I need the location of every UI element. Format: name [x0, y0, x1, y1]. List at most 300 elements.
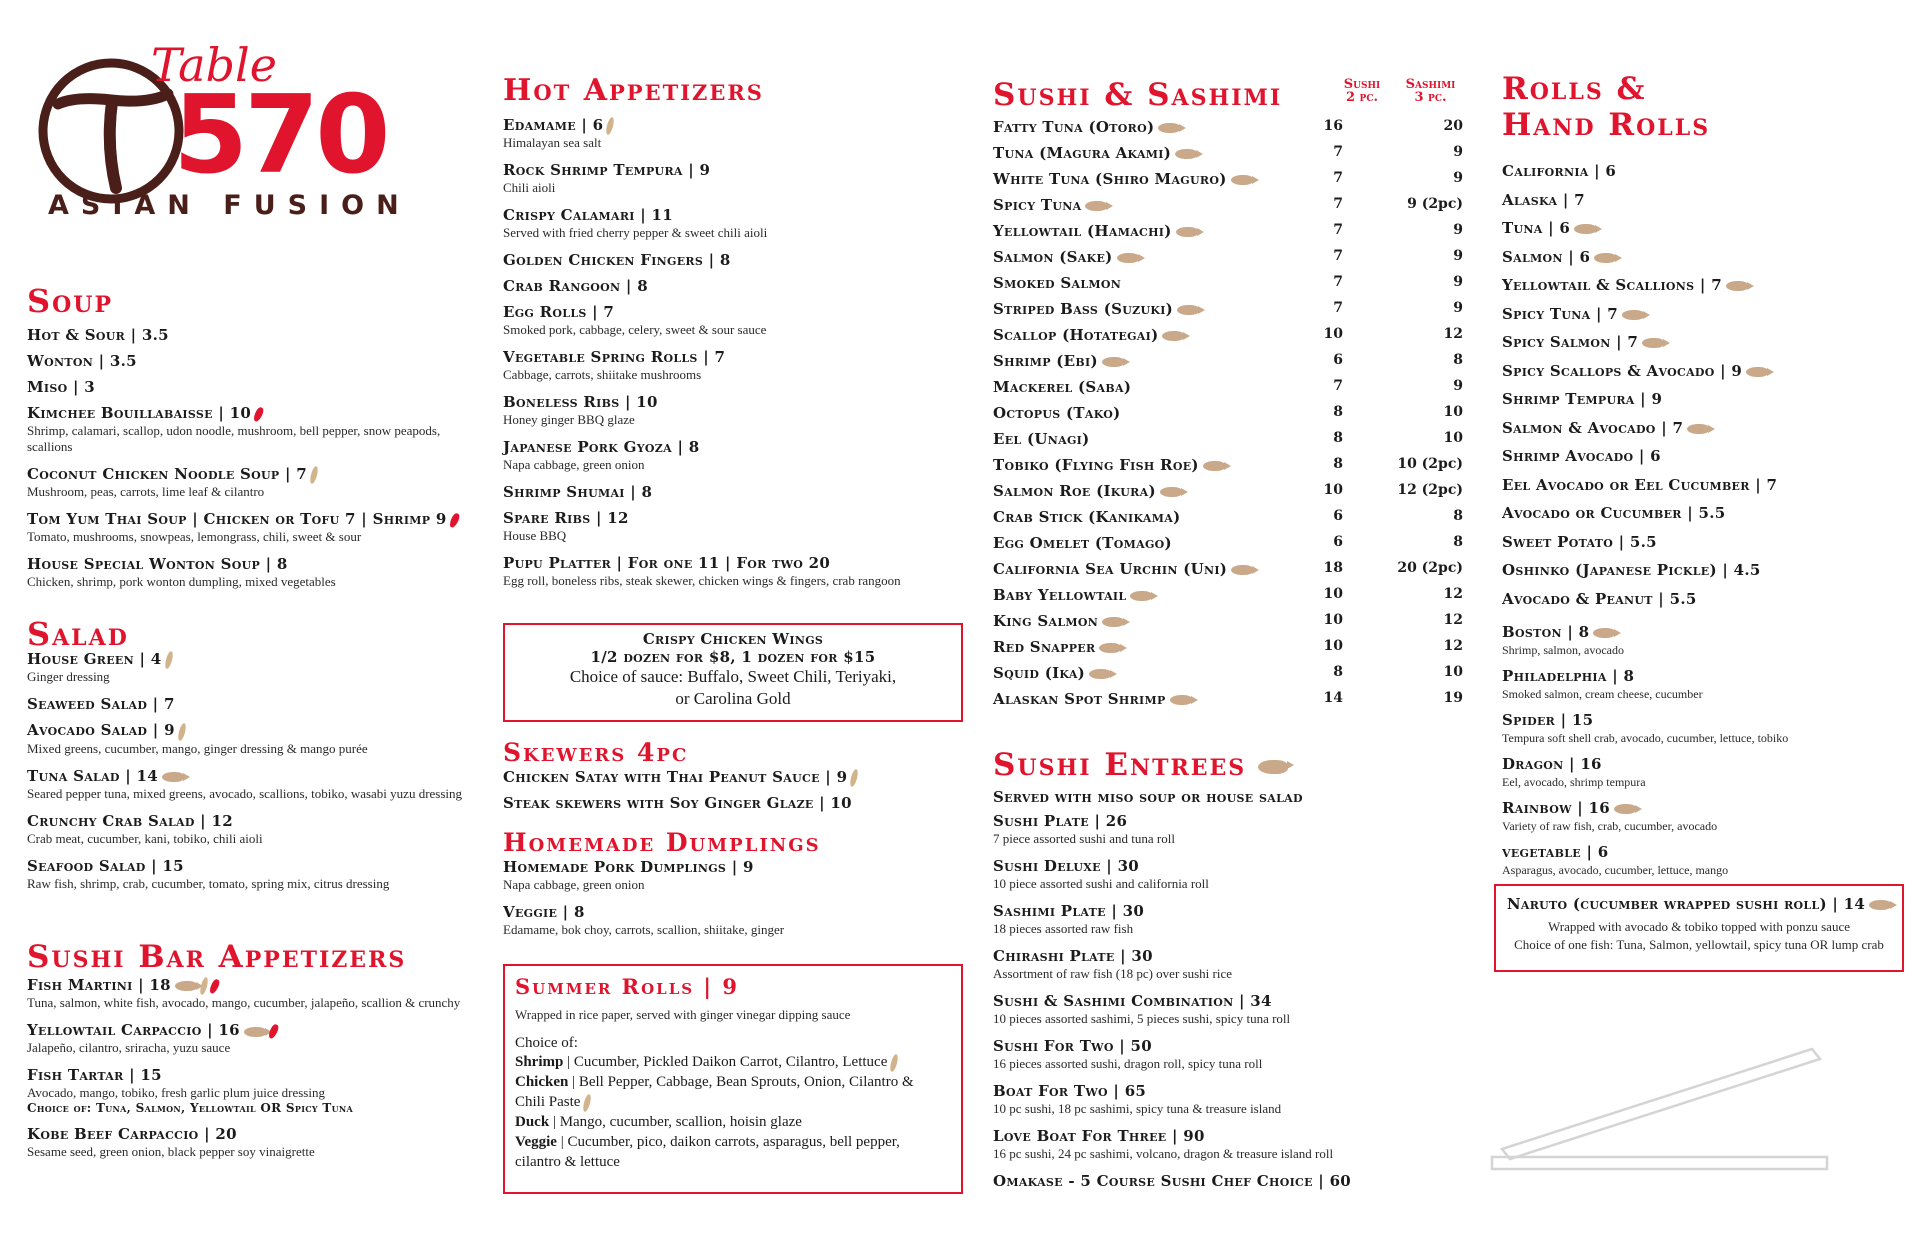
summer-rolls-subtitle: Wrapped in rice paper, served with ginger vinegar dipping sauce — [515, 1007, 851, 1022]
menu-item-name: Kobe Beef Carpaccio | 20 — [27, 1125, 237, 1144]
summer-rolls-options — [515, 1052, 935, 1172]
rolls-simple-list — [1502, 162, 1892, 618]
sushi-sashimi-row — [993, 222, 1463, 248]
roll-name: California | 6 — [1502, 162, 1617, 180]
roll-description: Shrimp, salmon, avocado — [1502, 643, 1624, 657]
wheat-icon — [605, 117, 615, 136]
fish-icon — [1158, 123, 1180, 133]
menu-item — [993, 857, 1463, 892]
naruto-title — [1496, 895, 1902, 913]
fish-icon — [1687, 424, 1709, 434]
sushi-sashimi-row — [993, 456, 1463, 482]
fish-icon — [1085, 201, 1107, 211]
menu-item — [27, 326, 467, 345]
menu-item — [503, 277, 943, 296]
roll-item — [1502, 590, 1892, 619]
roll-name: Rainbow | 16 — [1502, 799, 1611, 817]
fish-icon — [1089, 669, 1111, 679]
roll-name: Yellowtail & Scallions | 7 — [1502, 276, 1722, 294]
salad-list — [27, 650, 467, 902]
summer-roll-option — [515, 1072, 935, 1112]
fish-icon — [1231, 565, 1253, 575]
sashimi-price: 10 (2pc) — [1397, 456, 1463, 472]
menu-item-description: Tuna, salmon, white fish, avocado, mango, cucumber, jalapeño, scallion & crunchy — [27, 995, 461, 1011]
sushi-sashimi-row — [993, 144, 1463, 170]
fish-icon — [1594, 253, 1616, 263]
summer-rolls-box — [503, 964, 963, 1194]
sushi-header-label: Sushi — [1343, 77, 1381, 92]
menu-item-name: Tom Yum Thai Soup | Chicken or Tofu 7 | Shrimp 9 — [27, 510, 447, 529]
fish-icon — [1099, 643, 1121, 653]
summer-roll-option-desc: | Cucumber, pico, daikon carrots, asparagus, bell pepper, cilantro & lettuce — [515, 1134, 900, 1170]
sushi-sashimi-row — [993, 274, 1463, 300]
fish-name: King Salmon — [993, 612, 1124, 630]
hot-appetizers-title: Hot Appetizers — [503, 73, 764, 108]
menu-item-name: Spare Ribs | 12 — [503, 509, 629, 528]
menu-item-description: Sesame seed, green onion, black pepper soy vinaigrette — [27, 1144, 315, 1160]
menu-item — [503, 858, 943, 893]
sushi-price: 7 — [1333, 248, 1343, 264]
sushi-price: 6 — [1333, 534, 1343, 550]
menu-item-description: Seared pepper tuna, mixed greens, avocado, scallions, tobiko, wasabi yuzu dressing — [27, 785, 463, 801]
menu-item-name: Yellowtail Carpaccio | 16 — [27, 1021, 240, 1040]
sushi-header-sub: 2 pc. — [1345, 90, 1379, 105]
fish-name: Fatty Tuna (Otoro) — [993, 118, 1180, 136]
sushi-price: 7 — [1333, 170, 1343, 186]
menu-item-name: Avocado Salad | 9 — [27, 721, 175, 740]
menu-item-description: Assortment of raw fish (18 pc) over sushi rice — [993, 966, 1232, 981]
sashimi-price: 10 — [1443, 664, 1463, 680]
menu-item — [27, 465, 467, 500]
menu-item-description: 18 pieces assorted raw fish — [993, 921, 1134, 936]
menu-item — [27, 857, 467, 892]
chopsticks-illustration — [1482, 1045, 1842, 1185]
fish-name: Smoked Salmon — [993, 274, 1122, 292]
sashimi-price: 8 — [1453, 534, 1463, 550]
menu-item-name: Egg Rolls | 7 — [503, 303, 615, 322]
summer-roll-option — [515, 1132, 935, 1172]
salad-title: Salad — [27, 615, 129, 653]
roll-description: Eel, avocado, shrimp tempura — [1502, 775, 1646, 789]
fish-icon — [1130, 591, 1152, 601]
menu-item-name: Vegetable Spring Rolls | 7 — [503, 348, 726, 367]
sushi-sashimi-row — [993, 482, 1463, 508]
sashimi-price: 12 — [1443, 612, 1463, 628]
menu-item-description: Napa cabbage, green onion — [503, 457, 645, 473]
wings-title: Crispy Chicken Wings — [642, 630, 824, 648]
menu-item-description: 10 piece assorted sushi and california roll — [993, 876, 1209, 891]
rolls-title-line-1: Rolls & — [1502, 71, 1647, 107]
menu-item-name: Tuna Salad | 14 — [27, 766, 159, 785]
roll-description: Smoked salmon, cream cheese, cucumber — [1502, 687, 1703, 701]
sushi-sashimi-row — [993, 118, 1463, 144]
sushi-sashimi-table — [993, 118, 1463, 718]
fish-icon — [1746, 367, 1768, 377]
chili-pepper-icon — [267, 1023, 280, 1040]
fish-name: Scallop (Hotategai) — [993, 326, 1184, 344]
sushi-sashimi-row — [993, 638, 1463, 664]
fish-name: Alaskan Spot Shrimp — [993, 690, 1192, 708]
fish-name: Squid (Ika) — [993, 664, 1111, 682]
menu-item — [503, 206, 943, 241]
menu-item-name: Seafood Salad | 15 — [27, 856, 184, 875]
fish-icon — [1642, 338, 1664, 348]
fish-name: Egg Omelet (Tomago) — [993, 534, 1172, 552]
sushi-sashimi-row — [993, 508, 1463, 534]
rolls-special-list — [1502, 623, 1892, 887]
sushi-sashimi-row — [993, 378, 1463, 404]
roll-item — [1502, 419, 1892, 448]
fish-icon — [1574, 224, 1596, 234]
roll-name: Avocado or Cucumber | 5.5 — [1502, 504, 1726, 522]
menu-item — [27, 721, 467, 756]
menu-item-name: Homemade Pork Dumplings | 9 — [503, 858, 754, 876]
menu-item-name: Wonton | 3.5 — [27, 352, 137, 370]
roll-name: Spicy Tuna | 7 — [1502, 304, 1618, 323]
menu-item-description: Crab meat, cucumber, kani, tobiko, chili aioli — [27, 830, 263, 846]
roll-item — [1502, 504, 1892, 533]
sushi-column-header — [1337, 78, 1387, 104]
wheat-icon — [199, 977, 209, 996]
logo — [28, 38, 438, 228]
fish-name: Baby Yellowtail — [993, 586, 1152, 604]
roll-description: Tempura soft shell crab, avocado, cucumber, lettuce, tobiko — [1502, 731, 1789, 745]
sashimi-price: 12 — [1443, 586, 1463, 602]
fish-icon — [1176, 227, 1198, 237]
roll-name: Shrimp Avocado | 6 — [1502, 447, 1661, 465]
menu-item — [993, 1127, 1463, 1162]
wheat-icon — [849, 769, 859, 788]
menu-item — [27, 695, 467, 714]
menu-item — [503, 348, 943, 383]
fish-icon — [1102, 357, 1124, 367]
logo-script: Table — [151, 38, 277, 92]
roll-name: Spider | 15 — [1502, 711, 1594, 729]
sushi-sashimi-row — [993, 352, 1463, 378]
sashimi-price: 9 — [1453, 248, 1463, 264]
menu-item-description: Served with fried cherry pepper & sweet chili aioli — [503, 225, 768, 241]
roll-item — [1502, 447, 1892, 476]
sushi-price: 10 — [1323, 482, 1343, 498]
sushi-sashimi-row — [993, 170, 1463, 196]
menu-item-name: Edamame | 6 — [503, 116, 604, 134]
sashimi-price: 12 — [1443, 326, 1463, 342]
menu-item — [993, 1082, 1463, 1117]
fish-name: Eel (Unagi) — [993, 430, 1090, 448]
sashimi-header-sub: 3 pc. — [1414, 90, 1447, 105]
wings-sauce-line-2: or Carolina Gold — [675, 689, 791, 708]
roll-name: Spicy Salmon | 7 — [1502, 333, 1639, 351]
roll-item — [1502, 219, 1892, 248]
menu-item — [27, 767, 467, 802]
fish-name: Salmon Roe (Ikura) — [993, 482, 1182, 500]
chili-pepper-icon — [208, 978, 221, 995]
roll-item — [1502, 276, 1892, 305]
menu-item — [503, 794, 943, 813]
roll-name: Eel Avocado or Eel Cucumber | 7 — [1502, 475, 1778, 494]
special-roll-item — [1502, 843, 1892, 878]
sushi-entrees-title — [993, 747, 1288, 783]
sushi-price: 10 — [1323, 326, 1343, 342]
menu-item — [503, 438, 943, 473]
summer-roll-option-name: Veggie — [515, 1134, 557, 1150]
sushi-sashimi-row — [993, 664, 1463, 690]
roll-item — [1502, 362, 1892, 391]
sushi-entrees-subtitle: Served with miso soup or house salad — [993, 788, 1303, 806]
menu-item-name: Fish Martini | 18 — [27, 976, 171, 994]
roll-item — [1502, 162, 1892, 191]
special-roll-item — [1502, 623, 1892, 658]
menu-item — [503, 483, 943, 502]
sushi-price: 8 — [1333, 456, 1343, 472]
wings-sauce-line: Choice of sauce: Buffalo, Sweet Chili, Teriyaki, — [569, 667, 897, 686]
sushi-sashimi-row — [993, 586, 1463, 612]
roll-name: Tuna | 6 — [1502, 219, 1571, 237]
roll-name: Oshinko (Japanese Pickle) | 4.5 — [1502, 561, 1761, 579]
roll-name: Sweet Potato | 5.5 — [1502, 532, 1657, 551]
fish-name: Tobiko (Flying Fish Roe) — [993, 456, 1225, 474]
menu-item-name: Sushi Deluxe | 30 — [993, 857, 1140, 875]
menu-item-description: Honey ginger BBQ glaze — [503, 412, 635, 428]
roll-name: Salmon & Avocado | 7 — [1502, 418, 1684, 437]
menu-item — [27, 1021, 467, 1056]
roll-name: Avocado & Peanut | 5.5 — [1502, 589, 1697, 608]
menu-item-description: 16 pieces assorted sushi, dragon roll, spicy tuna roll — [993, 1056, 1263, 1071]
menu-item-name: Crunchy Crab Salad | 12 — [27, 811, 233, 830]
fish-name: Red Snapper — [993, 638, 1121, 656]
naruto-desc: Wrapped with avocado & tobiko topped with ponzu sauce — [1547, 919, 1850, 934]
sashimi-price: 9 — [1453, 274, 1463, 290]
menu-item — [27, 404, 467, 455]
summer-roll-option-desc: | Mango, cucumber, scallion, hoisin glaze — [549, 1114, 802, 1130]
menu-item-description: 7 piece assorted sushi and tuna roll — [993, 831, 1175, 846]
special-roll-item — [1502, 755, 1892, 790]
menu-item — [27, 812, 467, 847]
sushi-price: 16 — [1323, 118, 1343, 134]
fish-name: Mackerel (Saba) — [993, 378, 1132, 396]
fish-icon — [1160, 487, 1182, 497]
roll-name: Spicy Scallops & Avocado | 9 — [1502, 361, 1743, 380]
special-roll-item — [1502, 711, 1892, 746]
fish-name: Spicy Tuna — [993, 196, 1107, 214]
menu-item-description: Napa cabbage, green onion — [503, 877, 645, 892]
menu-item-description: Edamame, bok choy, carrots, scallion, shiitake, ginger — [503, 922, 785, 937]
menu-item-choice: Choice of: Tuna, Salmon, Yellowtail OR Spicy Tuna — [27, 1101, 354, 1116]
fish-icon — [1726, 281, 1748, 291]
menu-item-name: Crispy Calamari | 11 — [503, 206, 674, 225]
sushi-sashimi-row — [993, 196, 1463, 222]
sushi-sashimi-row — [993, 690, 1463, 716]
menu-item-description: 16 pc sushi, 24 pc sashimi, volcano, dragon & treasure island roll — [993, 1146, 1334, 1161]
sushi-price: 7 — [1333, 378, 1343, 394]
menu-item-name: Coconut Chicken Noodle Soup | 7 — [27, 465, 308, 483]
menu-item-name: House Green | 4 — [27, 650, 162, 668]
menu-item-name: Veggie | 8 — [503, 903, 585, 921]
sushi-price: 8 — [1333, 430, 1343, 446]
chili-pepper-icon — [448, 512, 461, 529]
sashimi-price: 9 — [1453, 378, 1463, 394]
menu-item-name: Sushi For Two | 50 — [993, 1037, 1152, 1055]
menu-item-description: Raw fish, shrimp, crab, cucumber, tomato, spring mix, citrus dressing — [27, 875, 390, 891]
sashimi-price: 9 — [1453, 300, 1463, 316]
summer-roll-option — [515, 1052, 935, 1072]
fish-icon — [1177, 305, 1199, 315]
menu-item — [503, 903, 943, 938]
roll-name: Alaska | 7 — [1502, 190, 1585, 209]
menu-item-description: Ginger dressing — [27, 669, 110, 685]
sashimi-price: 20 (2pc) — [1397, 560, 1463, 576]
naruto-box — [1494, 884, 1904, 972]
menu-item — [27, 378, 467, 397]
menu-item — [27, 650, 467, 685]
menu-item — [503, 251, 943, 270]
wings-box — [503, 623, 963, 722]
fish-name: White Tuna (Shiro Maguro) — [993, 170, 1253, 188]
sashimi-price: 8 — [1453, 352, 1463, 368]
menu-item-name: Pupu Platter | For one 11 | For two 20 — [503, 554, 831, 573]
sushi-sashimi-row — [993, 300, 1463, 326]
fish-icon — [1102, 617, 1124, 627]
menu-item-name: Miso | 3 — [27, 378, 96, 396]
menu-item-name: Crab Rangoon | 8 — [503, 277, 648, 296]
menu-item-description: Egg roll, boneless ribs, steak skewer, chicken wings & fingers, crab rangoon — [503, 573, 901, 589]
menu-item-description: Avocado, mango, tobiko, fresh garlic plum juice dressing — [27, 1085, 325, 1101]
menu-item — [27, 352, 467, 371]
menu-item — [503, 303, 943, 338]
sushi-entrees-title-text: Sushi Entrees — [993, 747, 1247, 783]
chili-pepper-icon — [252, 406, 265, 423]
fish-icon — [1258, 760, 1288, 774]
naruto-title-text: Naruto (cucumber wrapped sushi roll) | 14 — [1506, 895, 1866, 913]
roll-item — [1502, 533, 1892, 562]
special-roll-item — [1502, 799, 1892, 834]
menu-item-description: Mushroom, peas, carrots, lime leaf & cilantro — [27, 484, 265, 500]
roll-name: Dragon | 16 — [1502, 755, 1602, 773]
summer-rolls-title: Summer Rolls | 9 — [515, 974, 739, 999]
hot-appetizers-list — [503, 116, 943, 599]
sashimi-price: 9 — [1453, 144, 1463, 160]
menu-item — [503, 554, 943, 589]
menu-item — [27, 555, 467, 590]
sushi-price: 14 — [1323, 690, 1343, 706]
fish-icon — [1162, 331, 1184, 341]
fish-name: Striped Bass (Suzuki) — [993, 300, 1199, 318]
fish-icon — [1593, 628, 1615, 638]
sushi-sashimi-title: Sushi & Sashimi — [993, 77, 1283, 113]
menu-item — [993, 812, 1463, 847]
menu-item-name: Chirashi Plate | 30 — [993, 947, 1153, 965]
sushi-price: 10 — [1323, 612, 1343, 628]
skewers-list — [503, 768, 943, 820]
fish-name: California Sea Urchin (Uni) — [993, 560, 1253, 578]
menu-item — [993, 1037, 1463, 1072]
menu-item — [503, 509, 943, 544]
menu-item-description: Chicken, shrimp, pork wonton dumpling, mixed vegetables — [27, 574, 336, 590]
menu-item-name: Shrimp Shumai | 8 — [503, 483, 653, 502]
roll-name: Boston | 8 — [1502, 623, 1590, 641]
menu-item-name: Sushi Plate | 26 — [993, 812, 1128, 830]
menu-item-description: Mixed greens, cucumber, mango, ginger dressing & mango purée — [27, 740, 368, 756]
sashimi-price: 19 — [1443, 690, 1463, 706]
menu-item-name: Seaweed Salad | 7 — [27, 695, 175, 714]
menu-item-name: Omakase - 5 Course Sushi Chef Choice | 60 — [993, 1172, 1352, 1190]
sashimi-price: 8 — [1453, 508, 1463, 524]
roll-item — [1502, 561, 1892, 590]
summer-roll-option-name: Chicken — [515, 1074, 569, 1090]
sushi-price: 7 — [1333, 144, 1343, 160]
menu-item-description: Himalayan sea salt — [503, 135, 602, 151]
logo-tagline: ASIAN FUSION — [48, 190, 411, 221]
menu-item-description: Jalapeño, cilantro, sriracha, yuzu sauce — [27, 1040, 231, 1056]
menu-item-description: Shrimp, calamari, scallop, udon noodle, mushroom, bell pepper, snow peapods, scallions — [27, 423, 441, 454]
roll-name: Salmon | 6 — [1502, 247, 1591, 266]
fish-icon — [162, 772, 184, 782]
fish-name: Yellowtail (Hamachi) — [993, 222, 1198, 240]
menu-item — [27, 1066, 467, 1115]
menu-item-name: Sushi & Sashimi Combination | 34 — [993, 992, 1272, 1010]
sushi-sashimi-row — [993, 612, 1463, 638]
menu-item-name: Chicken Satay with Thai Peanut Sauce | 9 — [503, 768, 848, 786]
sushi-price: 8 — [1333, 664, 1343, 680]
sashimi-price: 9 (2pc) — [1407, 196, 1463, 212]
sushi-sashimi-row — [993, 248, 1463, 274]
menu-item-name: Golden Chicken Fingers | 8 — [503, 251, 731, 270]
roll-item — [1502, 333, 1892, 362]
menu-item — [993, 1172, 1463, 1191]
wheat-icon — [177, 722, 187, 741]
menu-item-name: Boat For Two | 65 — [993, 1082, 1147, 1100]
menu-item-name: Fish Tartar | 15 — [27, 1066, 162, 1085]
menu-item-description: Cabbage, carrots, shiitake mushrooms — [503, 367, 702, 383]
menu-item-description: Chili aioli — [503, 180, 556, 196]
menu-item-description: 10 pieces assorted sashimi, 5 pieces sushi, spicy tuna roll — [993, 1011, 1291, 1026]
wings-price: 1/2 dozen for $8, 1 dozen for $15 — [590, 648, 876, 666]
soup-title: Soup — [27, 282, 114, 320]
sashimi-price: 10 — [1443, 430, 1463, 446]
menu-item-name: Japanese Pork Gyoza | 8 — [503, 438, 700, 457]
fish-name: Octopus (Tako) — [993, 404, 1121, 422]
wheat-icon — [163, 651, 173, 670]
sashimi-price: 9 — [1453, 222, 1463, 238]
summer-roll-option-name: Duck — [515, 1114, 550, 1130]
fish-name: Crab Stick (Kanikama) — [993, 508, 1181, 526]
roll-description: Variety of raw fish, crab, cucumber, avocado — [1502, 819, 1718, 833]
menu-item-name: Love Boat For Three | 90 — [993, 1127, 1205, 1145]
menu-item — [27, 976, 467, 1011]
fish-icon — [1869, 900, 1891, 910]
fish-name: Shrimp (Ebi) — [993, 352, 1124, 370]
sushi-price: 6 — [1333, 508, 1343, 524]
roll-item — [1502, 191, 1892, 220]
fish-icon — [244, 1027, 266, 1037]
sushi-price: 10 — [1323, 638, 1343, 654]
sushi-price: 7 — [1333, 300, 1343, 316]
fish-name: Tuna (Magura Akami) — [993, 144, 1197, 162]
sushi-entrees-list — [993, 812, 1463, 1198]
sushi-bar-appetizers-list — [27, 976, 467, 1170]
rolls-title-line-2: Hand Rolls — [1502, 107, 1711, 143]
sushi-price: 18 — [1323, 560, 1343, 576]
fish-icon — [1231, 175, 1253, 185]
sushi-sashimi-row — [993, 430, 1463, 456]
sushi-price: 10 — [1323, 586, 1343, 602]
fish-icon — [1203, 461, 1225, 471]
summer-roll-option-name: Shrimp — [515, 1054, 564, 1070]
menu-item-name: Steak skewers with Soy Ginger Glaze | 10 — [503, 794, 852, 813]
menu-item — [503, 768, 943, 787]
sushi-sashimi-row — [993, 326, 1463, 352]
menu-item-name: Kimchee Bouillabaisse | 10 — [27, 404, 252, 422]
